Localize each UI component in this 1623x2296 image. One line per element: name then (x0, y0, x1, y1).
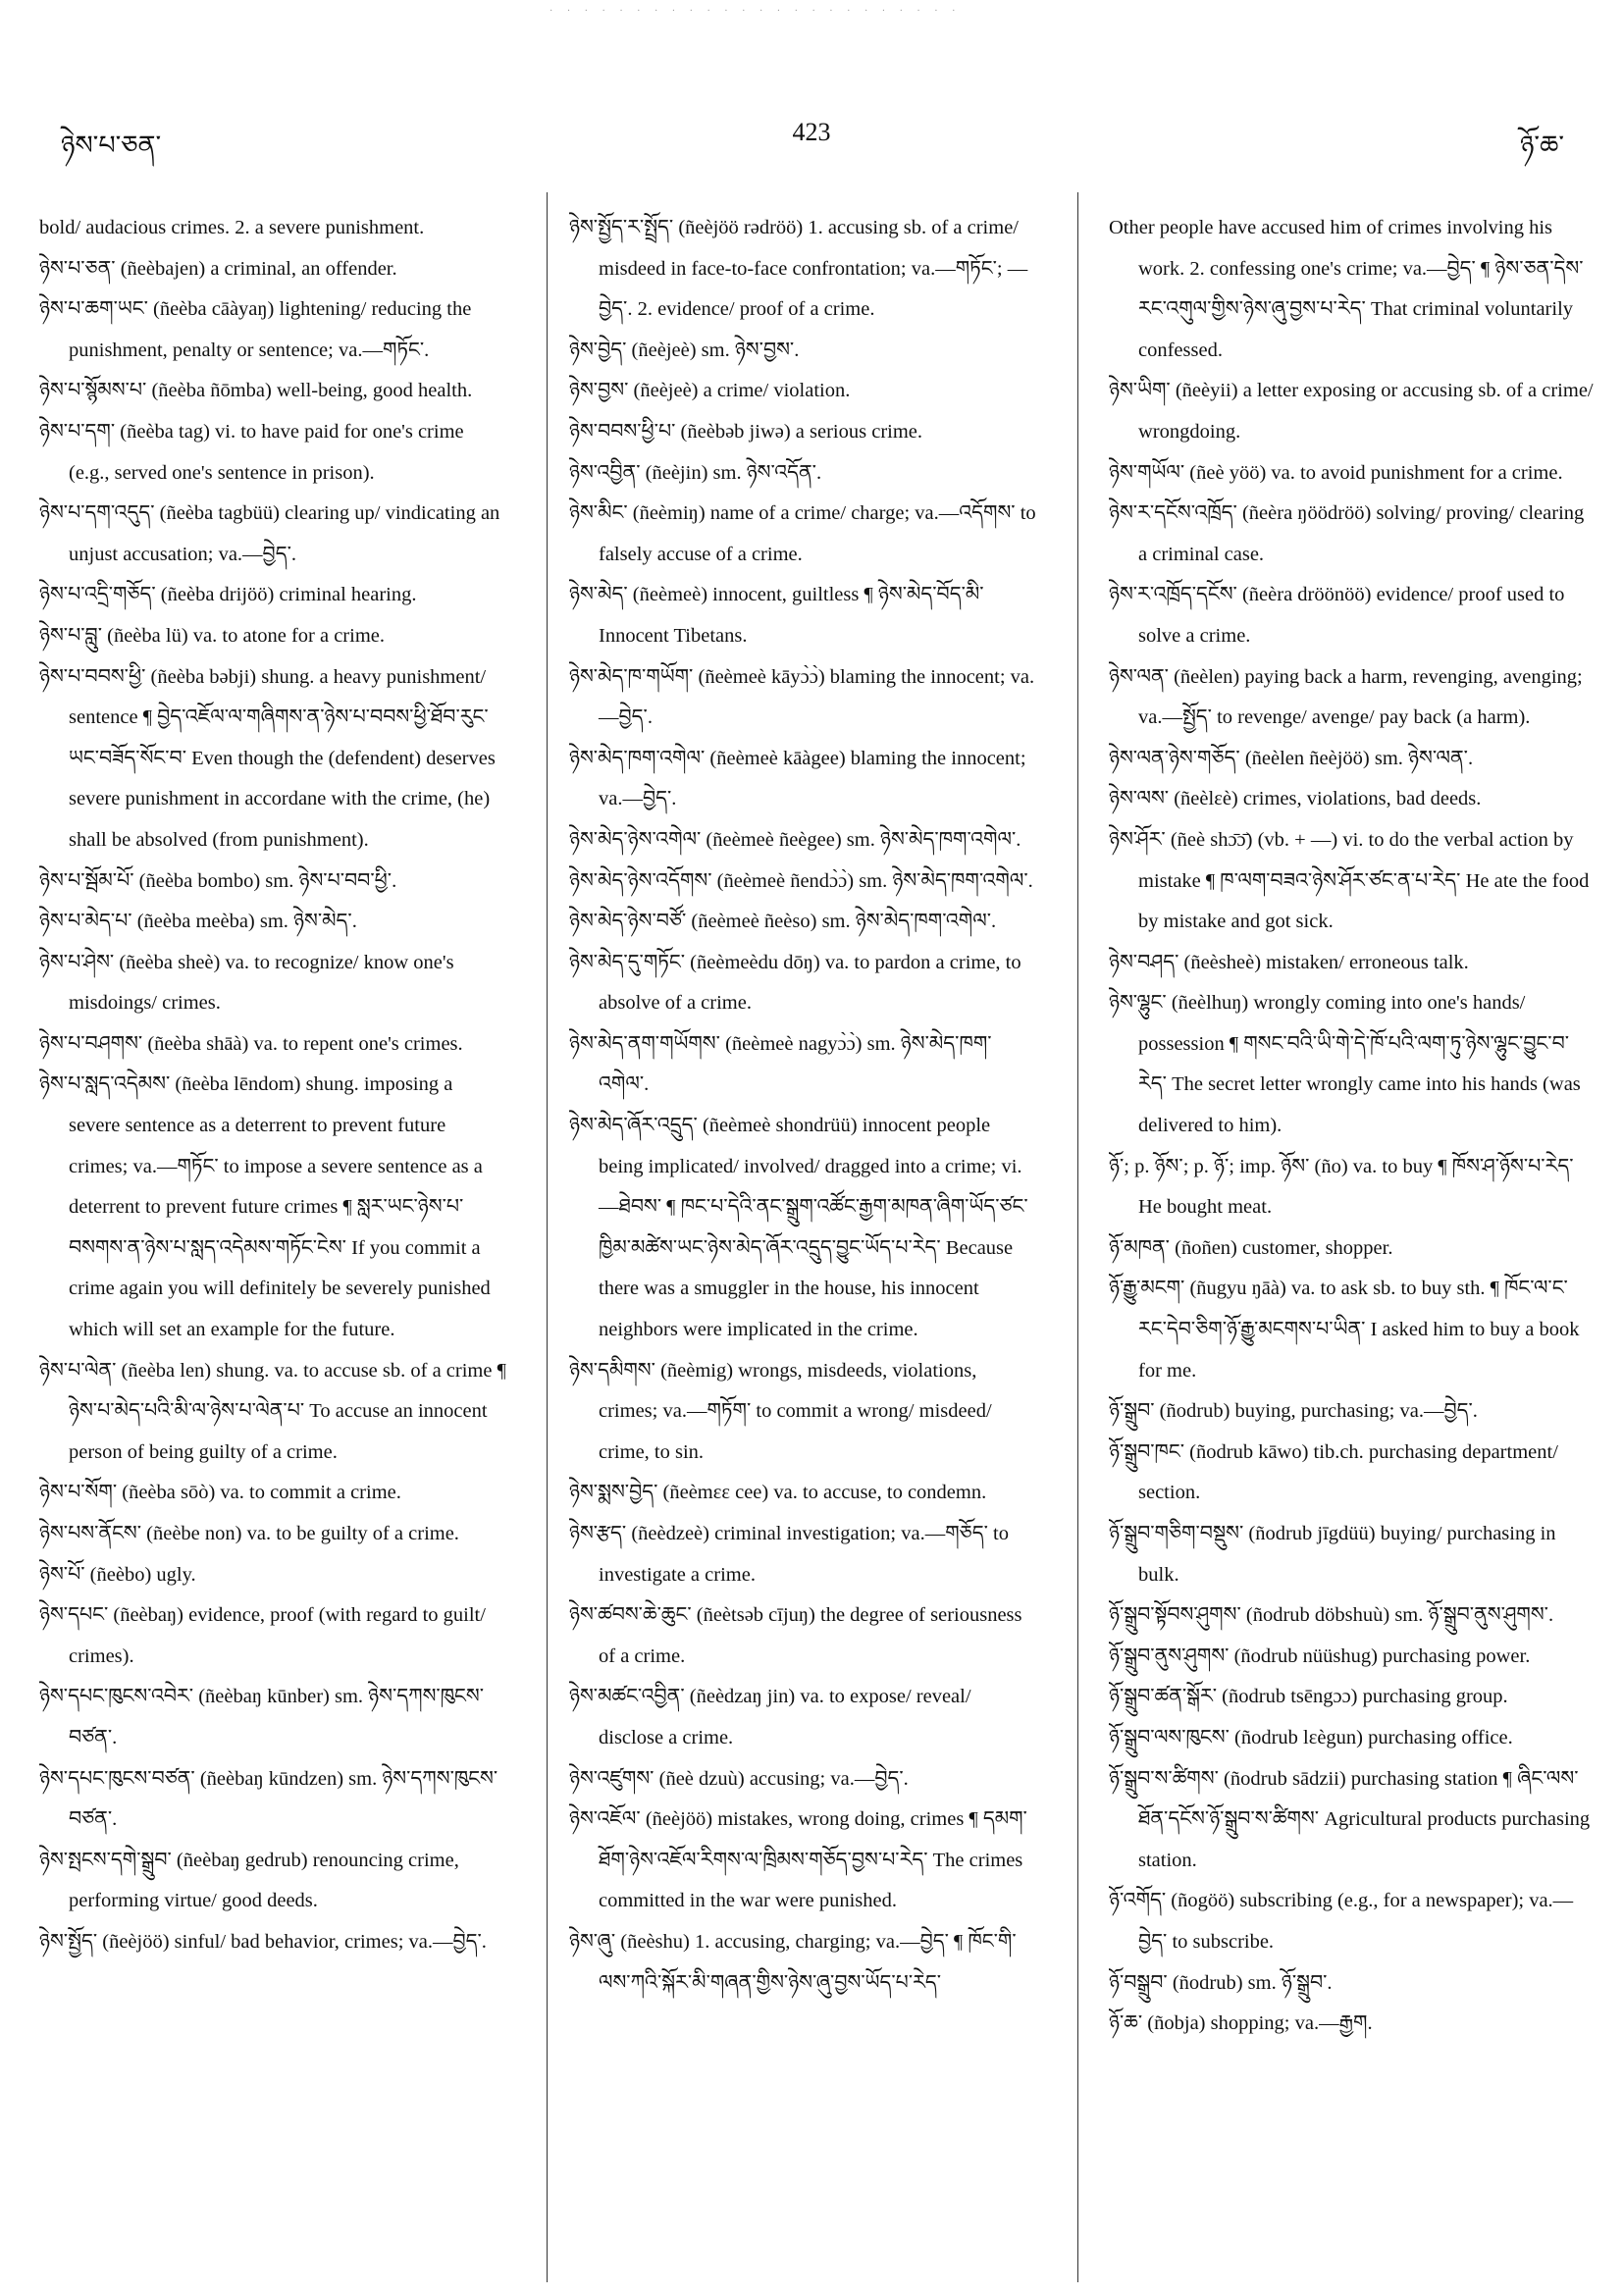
dictionary-entry: ཉོ་སྒྲུབ་ནུས་ཤུགས་ (ñodrub nüüshug) purchasing power. (1109, 1644, 1531, 1667)
dictionary-entry: ཉེས་དཔང་ཁུངས་འབེར་ (ñeèbaŋ kūnber) sm. ཉེས་དཀས་ཁུངས་བཙན་. (39, 1686, 485, 1748)
dictionary-entry: ཉེས་བྱས་ (ñeèjeè) a crime/ violation. (569, 380, 851, 402)
dictionary-entry: ཉོ་མཁན་ (ñoñen) customer, shopper. (1109, 1236, 1393, 1259)
dictionary-entry: ཉེས་ལས་ (ñeèlɛè) crimes, violations, bad deeds. (1109, 788, 1482, 810)
dictionary-entry: ཉེས་སྤངས་དགེ་སྒྲུབ་ (ñeèbaŋ gedrub) renouncing crime, performing virtue/ good deeds. (39, 1849, 459, 1912)
dictionary-entry: ཉེས་པ་དག་འདུད་ (ñeèba tagbüü) clearing up/ vindicating an unjust accusation; va.—བྱེད་. (39, 502, 500, 565)
dictionary-entry: ཉེས་ལན་ (ñeèlen) paying back a harm, revenging, avenging; va.—སྤྱོད་ to revenge/ avenge/ pay back (a harm). (1109, 665, 1583, 729)
dictionary-entry: ཉེས་ཤོར་ (ñeè shɔ̄ɔ̄) (vb. + —) vi. to do the verbal action by mistake ¶ ཁ་ལག་བཟའ་ཉེས་ཤོར་ཙང་ན་པ་རེད་ He ate the food by mistake and got sick. (1109, 828, 1590, 933)
dictionary-entry: ཉེས་ར་འཁྲོད་དངོས་ (ñeèra dröönöö) evidence/ proof used to solve a crime. (1109, 584, 1565, 647)
dictionary-entry: ཉེས་མེད་ (ñeèmeè) innocent, guiltless ¶ ཉེས་མེད་བོད་མི་ Innocent Tibetans. (569, 584, 984, 647)
dictionary-entry: ཉེས་ཚབས་ཆེ་ཆུང་ (ñeètsəb cījuŋ) the degree of seriousness of a crime. (569, 1604, 1022, 1667)
dictionary-entry: ཉེས་མེད་དུ་གཏོང་ (ñeèmeèdu dōŋ) va. to pardon a crime, to absolve of a crime. (569, 951, 1021, 1015)
dictionary-entry: ཉེས་པ་བཤགས་ (ñeèba shāà) va. to repent one's crimes. (39, 1032, 463, 1055)
dictionary-entry: ཉེས་དཔང་ (ñeèbaŋ) evidence, proof (with regard to guilt/ crimes). (39, 1604, 486, 1667)
dictionary-entry: ཉེས་ལན་ཉེས་གཅོད་ (ñeèlen ñeèjöö) sm. ཉེས་ལན་. (1109, 747, 1474, 769)
dictionary-entry: ཉོ་སྒྲུབ་སྟོབས་ཤུགས་ (ñodrub döbshuù) sm. ཉོ་སྒྲུབ་ནུས་ཤུགས་. (1109, 1604, 1554, 1627)
dictionary-entry: ཉེས་མེད་ཁ་གཡོག་ (ñeèmeè kāyɔ̀ɔ̀) blaming the innocent; va.—བྱེད་. (569, 665, 1035, 729)
dictionary-entry: ཉེས་ར་དངོས་འཁྲོད་ (ñeèra ŋöödröö) solving/ proving/ clearing a criminal case. (1109, 502, 1585, 565)
dictionary-entry: ཉེས་པོ་ (ñeèbo) ugly. (39, 1563, 196, 1586)
dictionary-entry: ཉེས་པ་འདྲི་གཅོད་ (ñeèba drijöö) criminal hearing. (39, 584, 417, 606)
dictionary-entry: ཉོ་འགོད་ (ñogöö) subscribing (e.g., for a newspaper); va.—བྱེད་ to subscribe. (1109, 1890, 1574, 1953)
dictionary-entry: ཉེས་མེད་ཁག་འགེལ་ (ñeèmeè kāàgee) blaming the innocent; va.—བྱེད་. (569, 747, 1026, 810)
running-head-right: ཉོ་ཆ་ (1519, 130, 1564, 161)
dictionary-entry: ཉོ་ཆ་ (ñobja) shopping; va.—རྒྱག. (1109, 2012, 1373, 2035)
dictionary-entry: ཉེས་སྤྱོད་ (ñeèjöö) sinful/ bad behavior, crimes; va.—བྱེད་. (39, 1930, 487, 1953)
dictionary-entry: ཉེས་པ་སླད་འདེམས་ (ñeèba lēndom) shung. imposing a severe sentence as a deterrent to prevent future crimes; va.—གཏོང་ to impose a severe sentence as a deterrent to prevent future crimes ¶ སླར་ཡང་ཉེས་པ་བསགས་ན་ཉེས་པ་སླད་འདེམས་གཏོང་ངེས་ If you commit a crime again you will definitely be severely punished which will set an example for the future. (39, 1073, 491, 1341)
dictionary-entry: ཉོ་སྒྲུབ་ཁང་ (ñodrub kāwo) tib.ch. purchasing department/ section. (1109, 1440, 1558, 1504)
dictionary-entry: ཉེས་མེད་ནག་གཡོགས་ (ñeèmeè nagyɔ̀ɔ̀) sm. ཉེས་མེད་ཁག་འགེལ་. (569, 1032, 992, 1096)
dictionary-entry: ཉེས་རྩད་ (ñeèdzeè) criminal investigation; va.—གཅོད་ to investigate a crime. (569, 1523, 1009, 1586)
dictionary-entry: ཉེས་མེད་ཉེས་འགེལ་ (ñeèmeè ñeègee) sm. ཉེས་མེད་ཁག་འགེལ་. (569, 828, 1021, 851)
dictionary-entry: ཉོ་སྒྲུབ་ས་ཚིགས་ (ñodrub sādzii) purchasing station ¶ ཞིང་ལས་ཐོན་དངོས་ཉོ་སྒྲུབ་ས་ཚིགས་ Agricultural products purchasing station. (1109, 1767, 1591, 1871)
dictionary-entry: ཉེས་པ་ལེན་ (ñeèba len) shung. va. to accuse sb. of a crime ¶ ཉེས་པ་མེད་པའི་མི་ལ་ཉེས་པ་ལེན་པ་ To accuse an innocent person of being guilty of a crime. (39, 1359, 506, 1463)
dictionary-entry: ཉེས་བྱེད་ (ñeèjeè) sm. ཉེས་བྱས་. (569, 339, 800, 361)
dictionary-entry: ཉེས་བཤད་ (ñeèsheè) mistaken/ erroneous talk. (1109, 951, 1469, 973)
dictionary-entry: ཉེས་པ་སྦོམ་པོ་ (ñeèba bombo) sm. ཉེས་པ་བབ་ཕྱི་. (39, 869, 397, 892)
dictionary-entry: ཉོ་སྒྲུབ་ཚན་སྒོར་ (ñodrub tsēngɔɔ) purchasing group. (1109, 1686, 1508, 1708)
dictionary-entry: ཉེས་གཡོལ་ (ñeè yöö) va. to avoid punishment for a crime. (1109, 461, 1563, 484)
dictionary-entry: ཉེས་པ་སོག་ (ñeèba sōò) va. to commit a crime. (39, 1482, 401, 1504)
dictionary-entry: ཉོ་སྒྲུབ་ལས་ཁུངས་ (ñodrub lɛègun) purchasing office. (1109, 1726, 1513, 1748)
dictionary-entry: ཉེས་པ་དག་ (ñeèba tag) vi. to have paid for one's crime (e.g., served one's sentence in prison). (39, 420, 464, 484)
dictionary-entry: ཉེས་མཚང་འབྱིན་ (ñeèdzaŋ jin) va. to expose/ reveal/ disclose a crime. (569, 1686, 971, 1748)
dictionary-entry: ཉེས་པ་སྙོམས་པ་ (ñeèba ñōmba) well-being, good health. (39, 380, 473, 402)
dictionary-entry: ཉེས་ཞུ་ (ñeèshu) 1. accusing, charging; va.—བྱེད་ ¶ ཁོང་གི་ལས་ཀའི་སྐོར་མི་གཞན་གྱིས་ཉེས་ཞུ་བྱས་ཡོད་པ་རེད་ (569, 1930, 1017, 1994)
dictionary-entry: ཉེས་མིང་ (ñeèmiŋ) name of a crime/ charge; va.—འདོགས་ to falsely accuse of a crime. (569, 502, 1036, 565)
dictionary-entry: ཉེས་དཔང་ཁུངས་བཙན་ (ñeèbaŋ kūndzen) sm. ཉེས་དཀས་ཁུངས་བཙན་. (39, 1767, 498, 1831)
column-divider (1077, 192, 1078, 2282)
dictionary-entry: ཉོ་བསྒྲུབ་ (ñodrub) sm. ཉོ་སྒྲུབ་. (1109, 1971, 1333, 1994)
dictionary-entry: ཉེས་ཡིག་ (ñeèyii) a letter exposing or accusing sb. of a crime/ wrongdoing. (1109, 380, 1594, 443)
dictionary-entry: Other people have accused him of crimes involving his work. 2. confessing one's crime; va.—བྱེད་ ¶ ཉེས་ཅན་དེས་རང་འགུལ་གྱིས་ཉེས་ཞུ་བྱས་པ་རེད་ That criminal voluntarily confessed. (1109, 217, 1584, 361)
dictionary-entry: ཉོ་སྒྲུབ་གཅིག་བསྡུས་ (ñodrub jīgdüü) buying/ purchasing in bulk. (1109, 1523, 1556, 1586)
dictionary-entry: ཉེས་བབས་ཕྱི་པ་ (ñeèbəb jiwə) a serious crime. (569, 420, 923, 443)
dictionary-entry: ཉེས་འཇོལ་ (ñeèjöö) mistakes, wrong doing, crimes ¶ དམག་ཐོག་ཉེས་འཇོལ་རིགས་ལ་ཁྲིམས་གཅོད་བྱས་པ་རེད་ The crimes committed in the war were punished. (569, 1808, 1027, 1912)
dictionary-entry: ཉེས་སྨས་བྱེད་ (ñeèmɛɛ cee) va. to accuse, to condemn. (569, 1482, 987, 1504)
dictionary-entry: ཉེས་སྤྱོད་ར་སྤྲོད་ (ñeèjöö rədröö) 1. accusing sb. of a crime/ misdeed in face-to-face confrontation; va.—གཏོང་; —བྱེད་. 2. evidence/ proof of a crime. (569, 217, 1028, 321)
entry-column-2 (569, 208, 1036, 2269)
dictionary-entry: ཉེས་པ་ཆག་ཡང་ (ñeèba cāàyaŋ) lightening/ reducing the punishment, penalty or sentence; va.—གཏོང་. (39, 298, 472, 361)
dictionary-entry: ཉེས་པ་ཅན་ (ñeèbajen) a criminal, an offender. (39, 257, 397, 280)
dictionary-entry: ཉེས་ལྷུང་ (ñeèlhuŋ) wrongly coming into one's hands/ possession ¶ གསང་བའི་ཡི་གེ་དེ་ཁོ་པའི་ལག་ཏུ་ཉེས་ལྷུང་བྱུང་བ་རེད་ The secret letter wrongly came into his hands (was delivered to him). (1109, 992, 1581, 1137)
dictionary-entry: ཉེས་མེད་ཉེས་བཙོ་ (ñeèmeè ñeèso) sm. ཉེས་མེད་ཁག་འགེལ་. (569, 911, 997, 933)
scan-artifact-dots: · · · · · · · · · · · · · · · · · · · · · · · · (550, 6, 962, 17)
dictionary-entry: ཉེས་དམིགས་ (ñeèmig) wrongs, misdeeds, violations, crimes; va.—གཏོག་ to commit a wrong/ misdeed/ crime, to sin. (569, 1359, 992, 1463)
dictionary-entry: ཉོ་སྒྲུབ་ (ñodrub) buying, purchasing; va.—བྱེད་. (1109, 1400, 1478, 1423)
entry-column-1 (39, 208, 506, 2269)
dictionary-entry: ཉེས་པ་མེད་པ་ (ñeèba meèba) sm. ཉེས་མེད་. (39, 911, 357, 933)
page-number: 423 (792, 118, 831, 146)
dictionary-entry: ཉེས་པ་བླུ་ (ñeèba lü) va. to atone for a crime. (39, 624, 386, 647)
dictionary-entry: bold/ audacious crimes. 2. a severe punishment. (39, 217, 425, 238)
dictionary-entry: ཉེས་འཛུགས་ (ñeè dzuù) accusing; va.—བྱེད་. (569, 1767, 909, 1790)
dictionary-entry: ཉོ་རྒྱུ་མངག་ (ñugyu ŋāà) va. to ask sb. to buy sth. ¶ ཁོང་ལ་ང་རང་དེབ་ཅིག་ཉོ་རྒྱུ་མངགས་པ་ཡིན་ I asked him to buy a book for me. (1109, 1278, 1580, 1382)
running-head-left: ཉེས་པ་ཅན་ (61, 130, 162, 161)
entry-column-3 (1109, 208, 1596, 2269)
dictionary-entry: ཉེས་པ་ཤེས་ (ñeèba sheè) va. to recognize/ know one's misdoings/ crimes. (39, 951, 454, 1015)
dictionary-entry: ཉེས་མེད་ཞོར་འདྲུད་ (ñeèmeè shondrüü) innocent people being implicated/ involved/ dragged into a crime; vi.—ཐེབས་ ¶ ཁང་པ་དེའི་ནང་སྒྲུག་འཚོང་རྒྱག་མཁན་ཞིག་ཡོད་ཙང་ཁྱིམ་མཚེས་ཡང་ཉེས་མེད་ཞོར་འདྲུད་བྱུང་ཡོད་པ་རེད་ Because there was a smuggler in the house, his innocent neighbors were implicated in the crime. (569, 1115, 1028, 1341)
column-divider (547, 192, 548, 2282)
dictionary-entry: ཉེས་འབྱིན་ (ñeèjin) sm. ཉེས་འདོན་. (569, 461, 822, 484)
dictionary-entry: ཉེས་མེད་ཉེས་འདོགས་ (ñeèmeè ñendɔ̀ɔ̀) sm. ཉེས་མེད་ཁག་འགེལ་. (569, 869, 1033, 892)
dictionary-entry: ཉེས་པ་བབས་ཕྱི་ (ñeèba bəbji) shung. a heavy punishment/ sentence ¶ བྱེད་འཇོལ་ལ་གཞིགས་ན་ཉེས་པ་བབས་ཕྱི་ཐོབ་རུང་ཡང་བཟོད་སོང་བ་ Even though the (defendent) deserves severe punishment in accordane with the crime, (he) shall be absolved (from punishment). (39, 665, 496, 851)
dictionary-entry: ཉེས་པས་ནོངས་ (ñeèbe non) va. to be guilty of a crime. (39, 1523, 459, 1544)
dictionary-entry: ཉོ་; p. ཉོས་; p. ཉོ་; imp. ཉོས་ (ño) va. to buy ¶ ཁོས་ཤ་ཉོས་པ་རེད་ He bought meat. (1109, 1155, 1574, 1219)
